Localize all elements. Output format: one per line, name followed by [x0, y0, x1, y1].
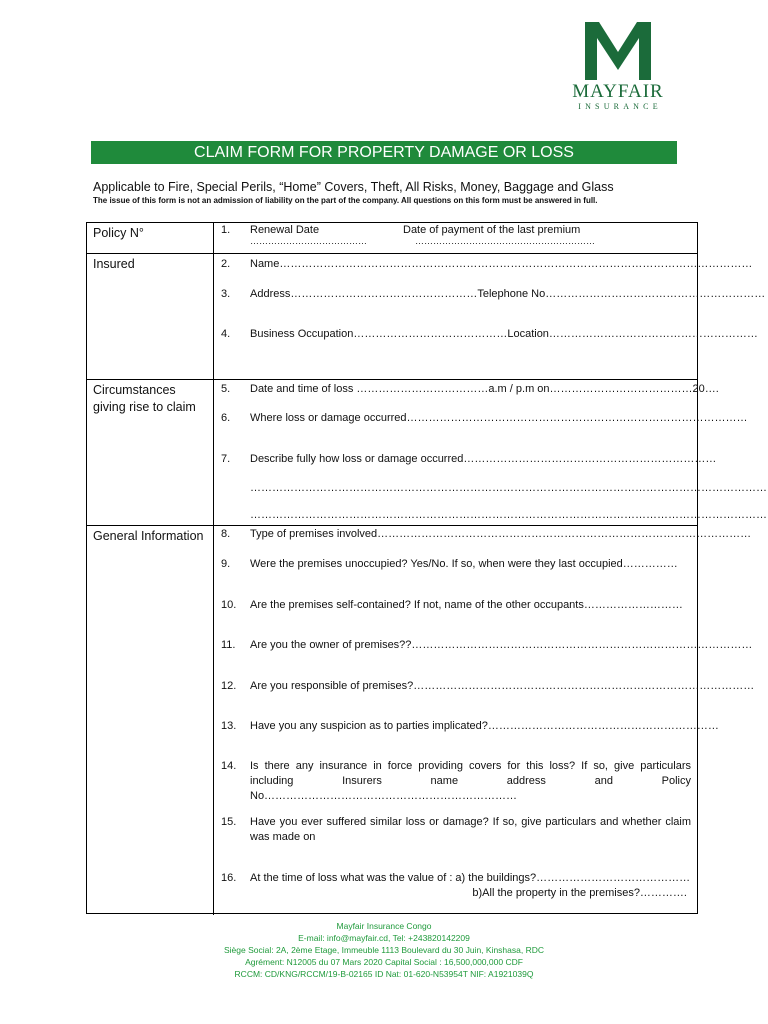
q-number: 6. — [221, 412, 231, 424]
label-policy-no: Policy N° — [87, 223, 214, 253]
q-number: 10. — [221, 599, 237, 611]
q-number: 7. — [221, 453, 231, 465]
q-number: 1. — [221, 224, 231, 236]
description-line-1-field[interactable]: …………………………………………………………………………………………………………………………… — [250, 482, 767, 494]
premises-type-field[interactable]: Type of premises involved………………………………………………………………………………………… — [250, 528, 752, 540]
q-number: 12. — [221, 680, 237, 692]
name-field[interactable]: Name………………………………………………………………………………………………………………… — [250, 258, 753, 270]
footer-rccm: RCCM: CD/KNG/RCCM/19-B-02165 ID Nat: 01-620-N53954T NIF: A1921039Q — [234, 969, 534, 979]
q-number: 13. — [221, 720, 237, 732]
q-number: 15. — [221, 816, 237, 828]
policy-body — [215, 223, 697, 253]
form-disclaimer-note: The issue of this form is not an admission of liability on the part of the company. All questions on this form must be answered in full. — [93, 196, 598, 205]
property-value-field[interactable]: b)All the property in the premises?…………. — [472, 887, 687, 899]
logo-wordmark: MAYFAIR — [572, 81, 664, 102]
loss-location-field[interactable]: Where loss or damage occurred………………………………………………………………………………… — [250, 412, 748, 424]
footer-company-name: Mayfair Insurance Congo — [336, 921, 432, 931]
q-number: 9. — [221, 558, 231, 570]
question-14[interactable] — [221, 759, 691, 802]
logo-subtitle: INSURANCE — [578, 102, 662, 111]
q-number: 4. — [221, 328, 231, 340]
footer-address: Siège Social: 2A, 2ème Etage, Immeuble 1113 Boulevard du 30 Juin, Kinshasa, RDC — [223, 945, 545, 955]
last-premium-label: Date of payment of the last premium — [403, 224, 581, 236]
buildings-value-field[interactable]: At the time of loss what was the value of : a) the buildings?…………………………………… — [250, 872, 691, 884]
q-number: 8. — [221, 528, 231, 540]
owner-field[interactable]: Are you the owner of premises??………………………………………………………………………………… — [250, 639, 753, 651]
circumstances-body — [215, 380, 767, 525]
insured-body — [215, 254, 766, 379]
similar-loss-field[interactable]: Have you ever suffered similar loss or damage? If so, give particulars and whether claim was made on — [250, 816, 691, 843]
footer-registration: Agrément: N12005 du 07 Mars 2020 Capital Social : 16,500,000,000 CDF — [245, 957, 523, 967]
occupation-location-field[interactable]: Business Occupation……………………………………Location………………………………………………… — [250, 328, 758, 340]
footer-contact: E-mail: info@mayfair.cd, Tel: +243820142209 — [298, 933, 470, 943]
general-body — [215, 526, 755, 915]
q-number: 5. — [221, 383, 231, 395]
q-number: 2. — [221, 258, 231, 270]
row-general-information — [87, 525, 755, 915]
loss-description-field[interactable]: Describe fully how loss or damage occurred…………………………………………………………… — [250, 453, 717, 465]
premises-unoccupied-field[interactable]: Were the premises unoccupied? Yes/No. If so, when were they last occupied…………… — [250, 558, 678, 570]
mayfair-m-logo-icon — [585, 22, 651, 80]
description-line-2-field[interactable]: …………………………………………………………………………………………………………………………… — [250, 509, 767, 521]
label-insured: Insured — [87, 254, 214, 379]
form-subheading: Applicable to Fire, Special Perils, “Home” Covers, Theft, All Risks, Money, Baggage and Glass — [93, 180, 614, 194]
company-footer — [0, 920, 768, 980]
q-number: 14. — [221, 760, 237, 772]
last-premium-field[interactable]: …………………………………………………… — [415, 236, 595, 246]
label-circumstances: Circumstances giving rise to claim — [87, 380, 214, 525]
mayfair-logo — [562, 22, 674, 112]
date-time-loss-field[interactable]: Date and time of loss ………………………………a.m / p.m on…………………………………20…. — [250, 383, 719, 395]
claim-form-table — [86, 222, 767, 914]
question-15[interactable] — [221, 815, 691, 847]
row-policy — [87, 223, 697, 253]
self-contained-field[interactable]: Are the premises self-contained? If not, name of the other occupants……………………… — [250, 599, 683, 611]
q-number: 3. — [221, 288, 231, 300]
label-general-information: General Information — [87, 526, 214, 915]
row-insured — [87, 253, 766, 379]
renewal-date-field[interactable]: ………………………………… — [250, 236, 367, 246]
q-number: 11. — [221, 639, 236, 651]
renewal-date-label: Renewal Date — [250, 224, 320, 236]
row-circumstances — [87, 379, 767, 525]
address-phone-field[interactable]: Address……………………………………………Telephone No…………………………………………………… — [250, 288, 766, 300]
suspicion-field[interactable]: Have you any suspicion as to parties implicated?……………………………………………………… — [250, 720, 719, 732]
responsible-field[interactable]: Are you responsible of premises?………………………………………………………………………………… — [250, 680, 755, 692]
form-title-banner: CLAIM FORM FOR PROPERTY DAMAGE OR LOSS — [91, 141, 677, 164]
other-insurance-field[interactable]: Is there any insurance in force providing covers for this loss? If so, give particulars including Insurers name address and Policy No…………………………………………………………… — [250, 760, 691, 802]
q-number: 16. — [221, 872, 237, 884]
